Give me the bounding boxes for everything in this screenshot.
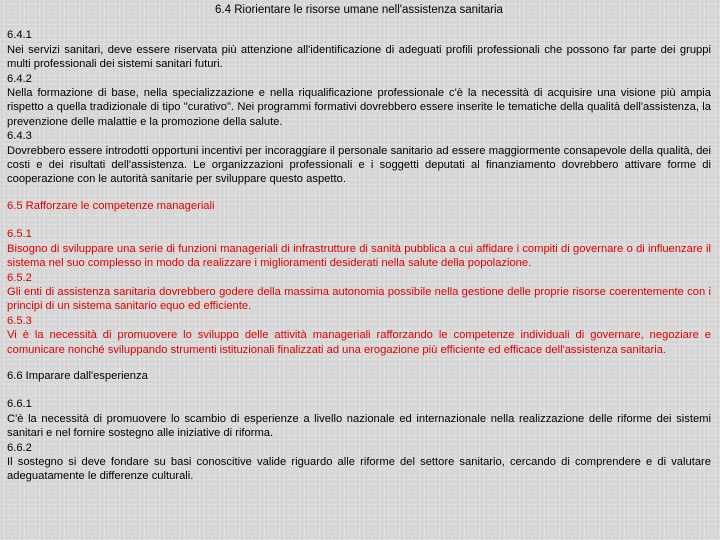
item-6-5-1-number: 6.5.1 (7, 228, 32, 241)
item-6-4-3-number: 6.4.3 (7, 130, 32, 143)
section-6-6-body (7, 397, 711, 483)
section-6-5-title: 6.5 Rafforzare le competenze manageriali (7, 199, 215, 212)
section-6-4-body (7, 28, 711, 186)
item-6-6-2-text: Il sostegno si deve fondare su basi conoscitive valide riguardo alle riforme del settore sanitario, cercando di comprendere e di valutare adeguatamente le differenze culturali. (7, 455, 711, 483)
item-6-6-1-text: C'è la necessità di promuovere lo scambio di esperienze a livello nazionale ed internazionale nella realizzazione delle riforme dei sistemi sanitari e nel fornire sostegno alle iniziative di riforma. (7, 412, 711, 440)
item-6-4-1-text: Nei servizi sanitari, deve essere riservata più attenzione all'identificazione di adeguati profili professionali che possono far parte dei gruppi multi professionali dei sistemi sanitari futuri. (7, 43, 711, 71)
section-6-6-title: 6.6 Imparare dall'esperienza (7, 369, 148, 382)
item-6-6-2-number: 6.6.2 (7, 441, 32, 454)
item-6-4-1-number: 6.4.1 (7, 29, 32, 42)
document-page (7, 3, 711, 484)
spacer (7, 187, 711, 199)
item-6-4-2-text: Nella formazione di base, nella specializzazione e nella riqualificazione professionale c'è la necessità di acquisire una visione più ampia rispetto a quella tradizionale di tipo "curativo". Nei programmi formativi dovrebbero essere inserite le tematiche della qualità dell'assistenza, la prevenzione delle malattie e la promozione della salute. (7, 87, 711, 128)
spacer (7, 357, 711, 369)
item-6-4-2-number: 6.4.2 (7, 72, 32, 85)
item-6-5-2-text: Gli enti di assistenza sanitaria dovrebbero godere della massima autonomia possibile nella gestione delle proprie risorse coerentemente con i principi di un sistema sanitario equo ed efficiente. (7, 285, 711, 313)
item-6-5-2-number: 6.5.2 (7, 271, 32, 284)
section-6-5-body (7, 227, 711, 357)
item-6-5-3-number: 6.5.3 (7, 314, 32, 327)
item-6-5-3-text: Vi è la necessità di promuovere lo sviluppo delle attività manageriali rafforzando le competenze individuali di governare, negoziare e comunicare nonché sviluppando strumenti istituzionali finalizzati ad una erogazione più efficiente ed efficace dell'assistenza sanitaria. (7, 329, 711, 356)
item-6-6-1-number: 6.6.1 (7, 398, 32, 411)
item-6-4-3-text: Dovrebbero essere introdotti opportuni incentivi per incoraggiare il personale sanitario ad essere maggiormente consapevole della qualità, dei costi e dei risultati dell'assistenza. Le organizzazioni professionali e i soggetti deputati al finanziamento dovrebbero attivare forme di cooperazione con le autorità sanitarie per sviluppare questo aspetto. (7, 144, 711, 186)
section-6-4-title: 6.4 Riorientare le risorse umane nell'assistenza sanitaria (215, 4, 503, 16)
item-6-5-1-text: Bisogno di sviluppare una serie di funzioni manageriali di infrastrutture di sanità pubblica a cui affidare i compiti di governare o di influenzare il sistema nel suo complesso in modo da realizzare i miglioramenti desiderati nella salute della popolazione. (7, 242, 711, 270)
